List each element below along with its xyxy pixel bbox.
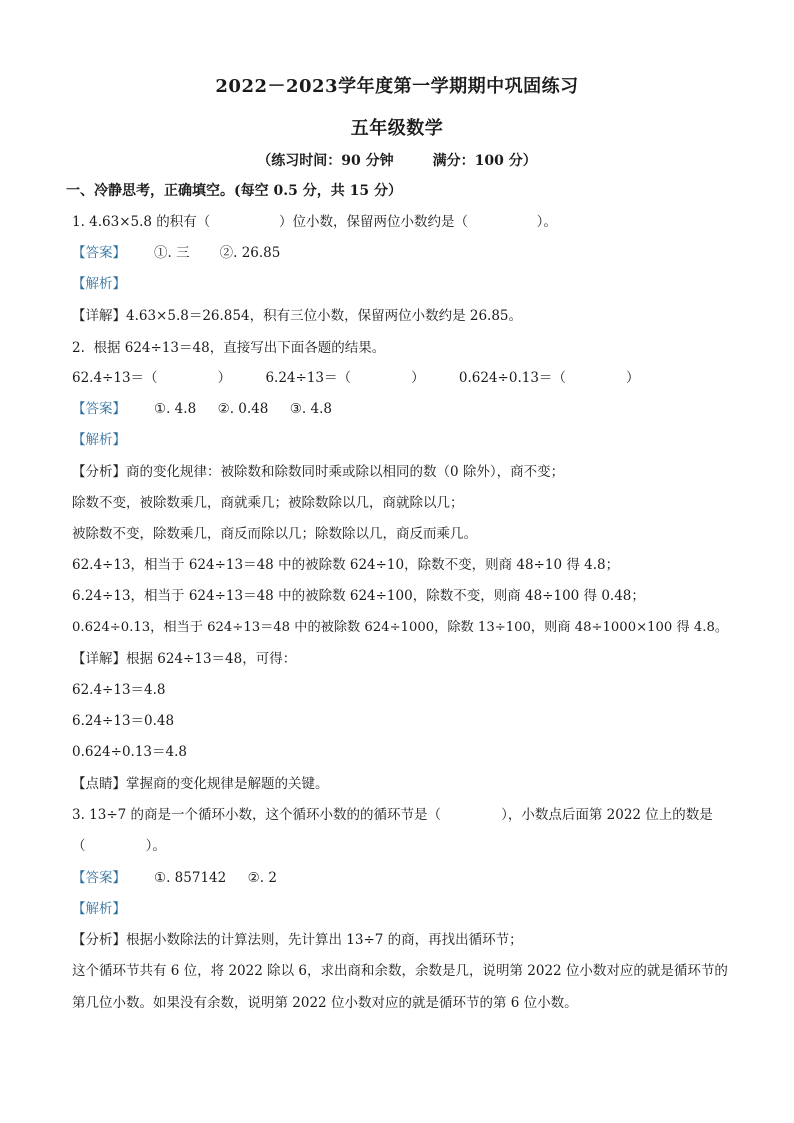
- q1-answer-text: ①. 三 ②. 26.85: [154, 245, 281, 261]
- q2-fenxi-text: 商的变化规律：被除数和除数同时乘或除以相同的数（0 除外），商不变；: [126, 464, 565, 480]
- q3-question-line1: 3. 13÷7 的商是一个循环小数，这个循环小数的的循环节是（ ），小数点后面第 2022 位上的数是: [72, 807, 713, 823]
- answer-tag: 【答案】: [72, 870, 126, 886]
- dianjing-tag: 【点睛】: [72, 776, 126, 792]
- q2-dianjing-text: 掌握商的变化规律是解题的关键。: [126, 776, 329, 792]
- q2-result: 6.24÷13＝0.48: [72, 713, 175, 729]
- fenxi-tag: 【分析】: [72, 932, 126, 948]
- fenxi-tag: 【分析】: [72, 464, 126, 480]
- q2-result: 0.624÷0.13＝4.8: [72, 744, 187, 760]
- q2-answer: [72, 399, 332, 419]
- q1-analysis-tag: 【解析】: [72, 276, 126, 292]
- q3-fenxi-line: 第几位小数。如果没有余数，说明第 2022 位小数对应的就是循环节的第 6 位小数。: [72, 995, 578, 1011]
- q2-fenxi-line: [72, 462, 564, 482]
- q1-question: 1. 4.63×5.8 的积有（ ）位小数，保留两位小数约是（ ）。: [72, 214, 557, 230]
- q2-dianjing: [72, 774, 329, 794]
- q2-fenxi-line: 6.24÷13，相当于 624÷13＝48 中的被除数 624÷100，除数不变，则商 48÷100 得 0.48；: [72, 588, 645, 604]
- q2-analysis-tag: 【解析】: [72, 432, 126, 448]
- q2-answer-text: ①. 4.8 ②. 0.48 ③. 4.8: [154, 401, 332, 417]
- q2-detail: [72, 649, 296, 669]
- q3-fenxi-line: 这个循环节共有 6 位，将 2022 除以 6，求出商和余数，余数是几，说明第 2022 位小数对应的就是循环节的: [72, 963, 728, 979]
- answer-tag: 【答案】: [72, 245, 126, 261]
- q2-fenxi-line: 被除数不变，除数乘几，商反而除以几；除数除以几，商反而乘几。: [72, 526, 477, 542]
- exam-info: （练习时间：90 分钟 满分：100 分）: [257, 153, 537, 169]
- q3-question-line2: （ ）。: [72, 838, 166, 854]
- q3-analysis-tag: 【解析】: [72, 901, 126, 917]
- q2-result: 62.4÷13＝4.8: [72, 682, 166, 698]
- q1-detail-text: 4.63×5.8＝26.854，积有三位小数，保留两位小数约是 26.85。: [126, 308, 523, 324]
- q3-fenxi-line: [72, 930, 523, 950]
- q2-fenxi-line: 除数不变，被除数乘几，商就乘几；被除数除以几，商就除以几；: [72, 495, 464, 511]
- q1-answer: [72, 243, 280, 263]
- q3-fenxi-text: 根据小数除法的计算法则，先计算出 13÷7 的商，再找出循环节；: [126, 932, 523, 948]
- q2-fenxi-line: 0.624÷0.13，相当于 624÷13＝48 中的被除数 624÷1000，除数 13÷100，则商 48÷1000×100 得 4.8。: [72, 620, 729, 635]
- detail-tag: 【详解】: [72, 651, 126, 667]
- q2-parts: 62.4÷13＝（ ） 6.24÷13＝（ ） 0.624÷0.13＝（ ）: [72, 370, 640, 386]
- q2-fenxi-line: 62.4÷13，相当于 624÷13＝48 中的被除数 624÷10，除数不变，则商 48÷10 得 4.8；: [72, 557, 620, 573]
- section-heading: 一、冷静思考，正确填空。(每空 0.5 分，共 15 分）: [66, 183, 402, 199]
- q2-question: 2. 根据 624÷13＝48，直接写出下面各题的结果。: [72, 340, 386, 356]
- document-subtitle: 五年级数学: [350, 118, 444, 139]
- detail-tag: 【详解】: [72, 308, 126, 324]
- q3-answer-text: ①. 857142 ②. 2: [154, 870, 277, 886]
- document-title: 2022－2023学年度第一学期期中巩固练习: [215, 76, 579, 97]
- q3-answer: [72, 868, 277, 888]
- q1-detail: [72, 306, 522, 326]
- answer-tag: 【答案】: [72, 401, 126, 417]
- q2-detail-text: 根据 624÷13＝48，可得：: [126, 651, 297, 667]
